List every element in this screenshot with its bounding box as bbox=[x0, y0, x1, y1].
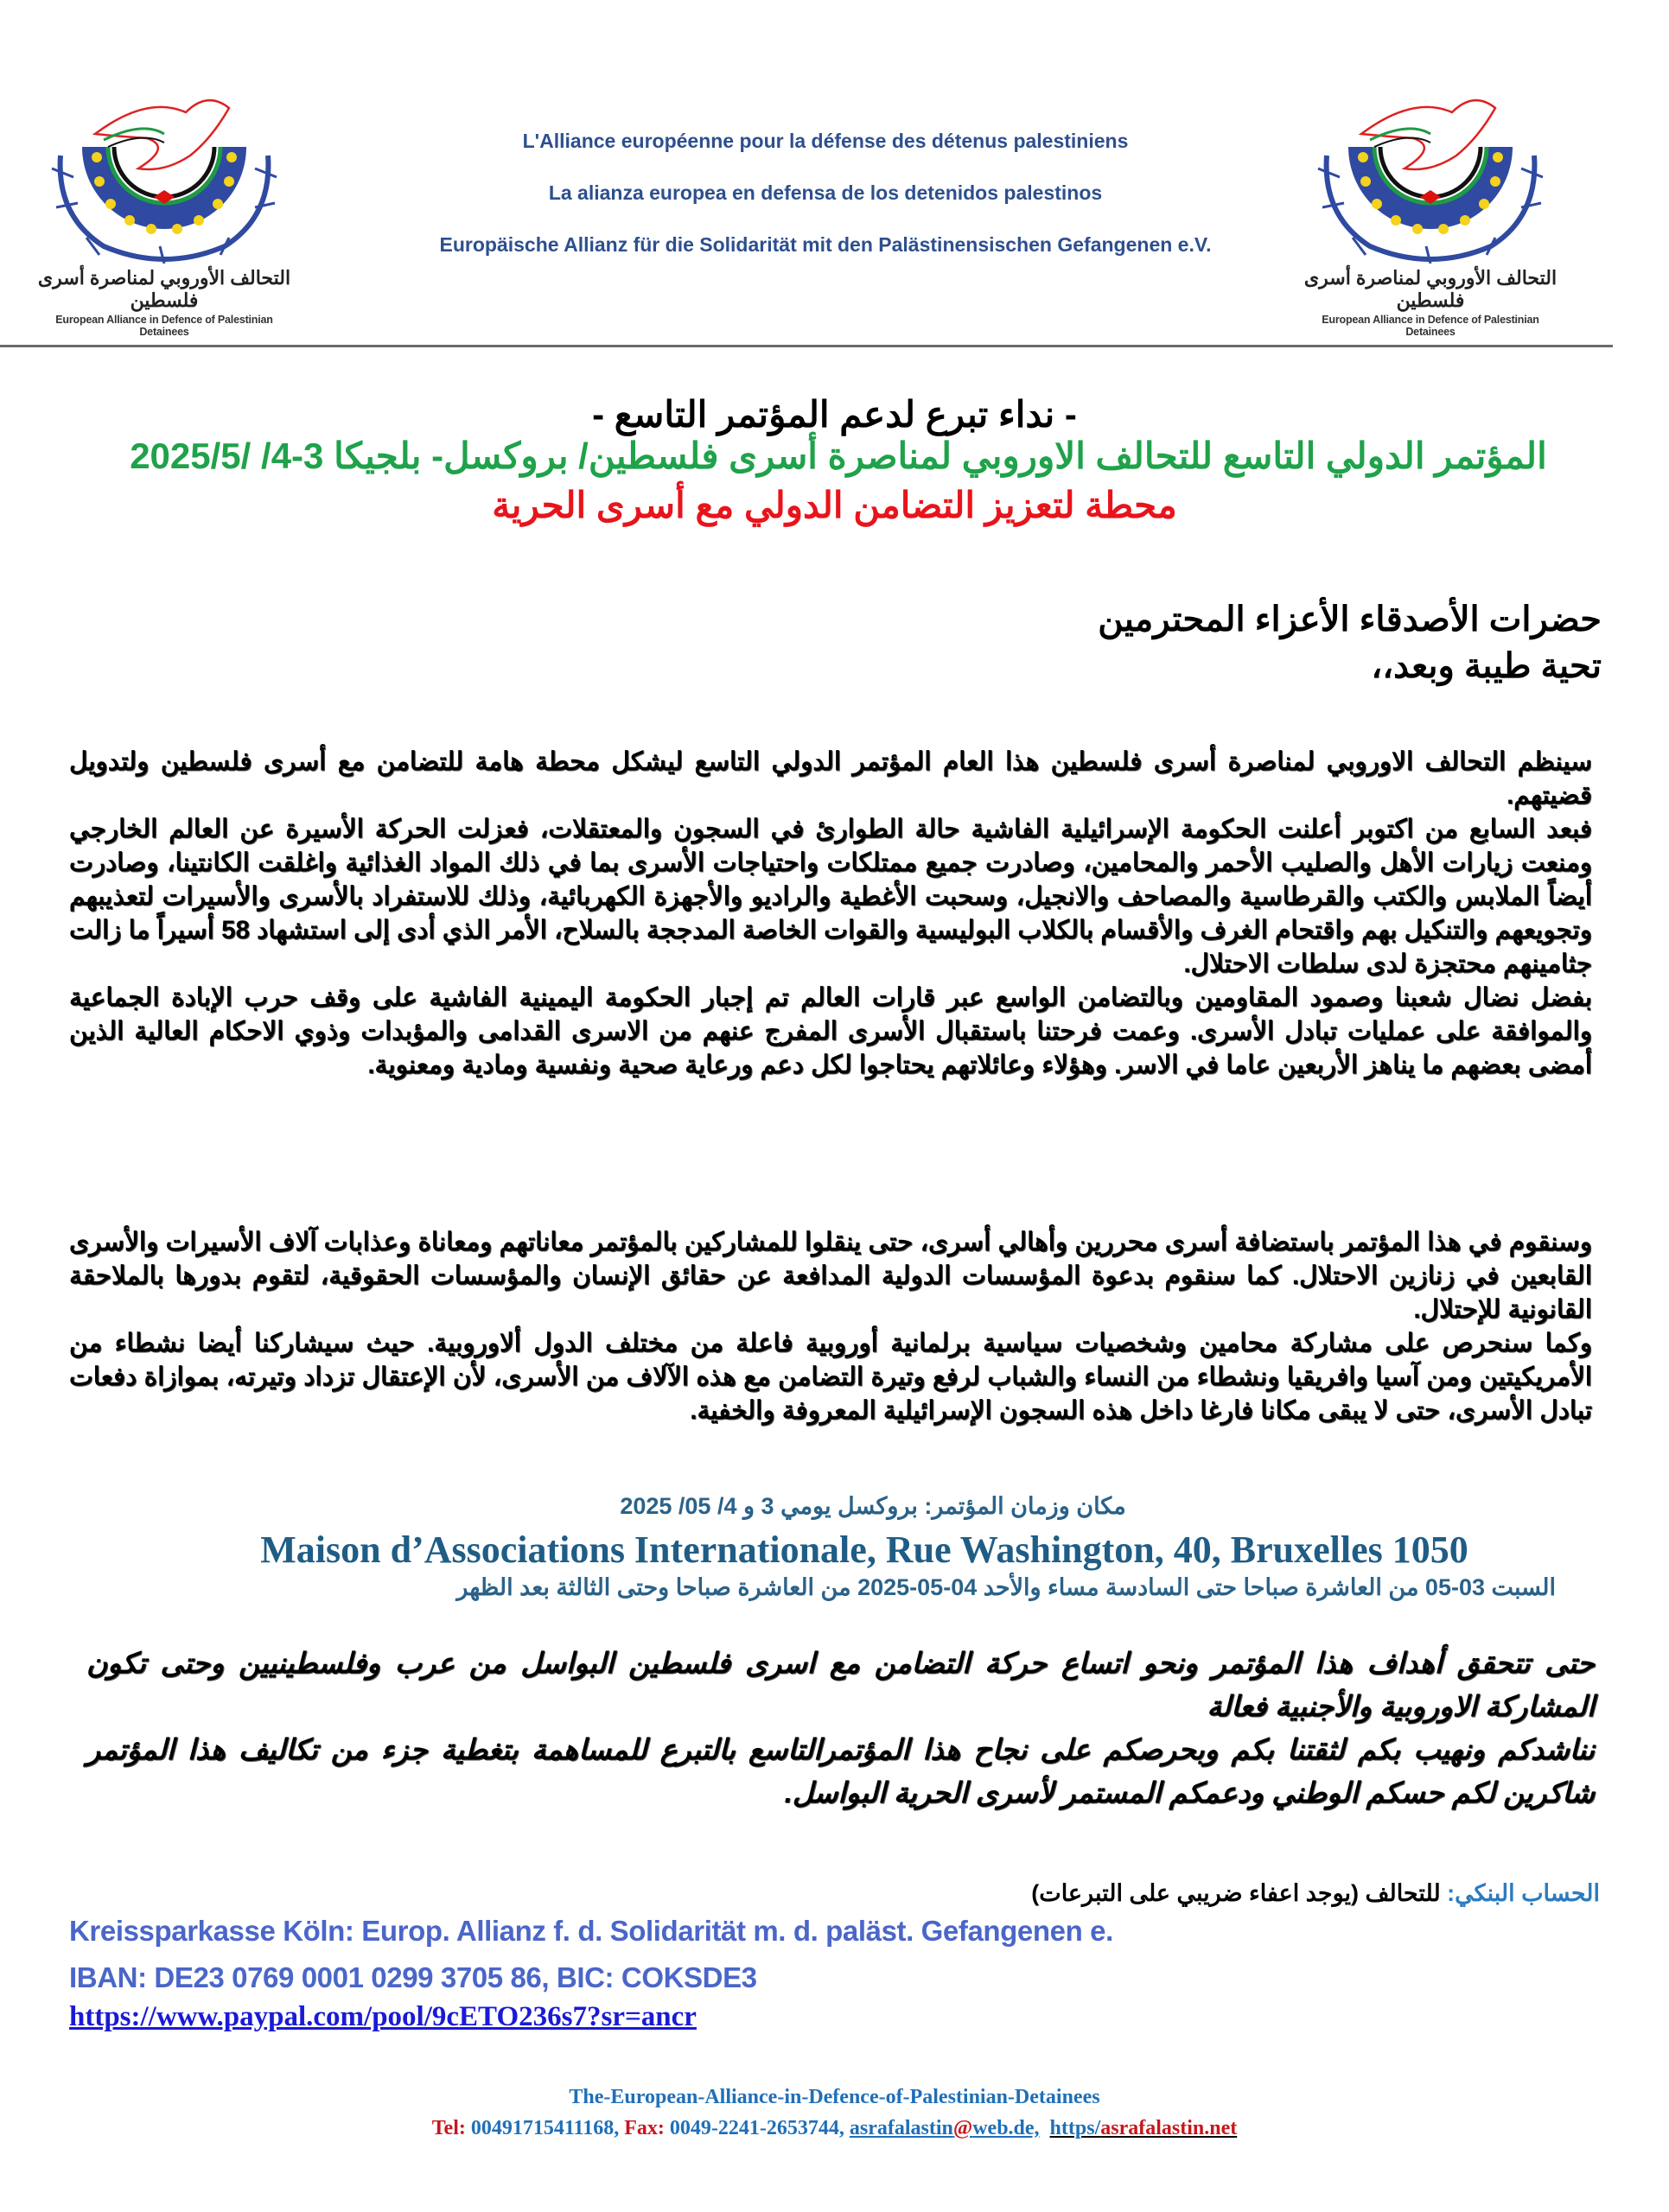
email-link[interactable] bbox=[850, 2117, 1040, 2139]
org-name-spanish: La alianza europea en defensa de los detenidos palestinos bbox=[548, 181, 1103, 204]
venue-address: Maison d’Associations Internationale, Rue Washington, 40, Bruxelles 1050 bbox=[260, 1529, 1468, 1571]
email-domain: web.de, bbox=[972, 2117, 1040, 2139]
website-prefix: https/ bbox=[1049, 2117, 1101, 2139]
paypal-donation-link[interactable]: https://www.paypal.com/pool/9cETO236s7?sr=ancr bbox=[69, 2001, 697, 2032]
logo-english-caption: European Alliance in Defence of Palestinian Detainees bbox=[55, 314, 273, 338]
website-domain: asrafalastin.net bbox=[1100, 2117, 1238, 2139]
salutation bbox=[910, 596, 1602, 690]
org-name-german: Europäische Allianz für die Solidarität mit den Palästinensischen Gefangenen e.V. bbox=[439, 233, 1212, 256]
bank-account-name: Kreissparkasse Köln: Europ. Allianz f. d. Solidarität m. d. paläst. Gefangenen e. bbox=[69, 1915, 1113, 1947]
body-paragraph: فبعد السابع من اكتوبر أعلنت الحكومة الإسرائيلية الفاشية حالة الطوارئ في السجون والمعتقلات، فعزلت الحركة الأسيرة عن العالم الخارجي ومنعت زيارات الأهل والصليب الأحمر والمحامين، وصادرت جميع ممتلكات واحتياجات الأسرى بما في ذلك المواد الغذائية واغلقت الكانتينا، وصادرت أيضاً الملابس والكتب والقرطاسية والمصاحف والانجيل، وسحبت الأغطية والراديو والأجهزة الكهربائية، وذلك للاستفراد بالأسرى والأسيرات لتعذيبهم وتجويعهم والتنكيل بهم واقتحام الغرف والأقسام بالكلاب البوليسية والقوات الخاصة المدججة بالسلاح، الأمر الذي أدى إلى استشهاد 58 أسيراً ما زالت جثامينهم محتجزة لدى سلطات الاحتلال. bbox=[69, 815, 1592, 978]
email-at: @ bbox=[952, 2117, 973, 2139]
appeal-paragraph: حتى تتحقق أهداف هذا المؤتمر ونحو اتساع حركة التضامن مع اسرى فلسطين البواسل من عرب وفلسطينيين وحتى تكون المشاركة الاوروبية والأجنبية فعالة bbox=[86, 1647, 1595, 1722]
footer-contact-line bbox=[0, 2117, 1669, 2140]
letter-body-part-1 bbox=[69, 745, 1592, 1082]
tel-value: 00491715411168, bbox=[465, 2117, 620, 2139]
dove-eu-stars-emblem-icon bbox=[1301, 86, 1560, 264]
venue-schedule: السبت 03-05 من العاشرة صباحا حتى السادسة مساء والأحد 04-05-2025 من العاشرة صباحا وحتى الثالثة بعد الظهر bbox=[456, 1574, 1556, 1600]
website-link[interactable] bbox=[1050, 2117, 1238, 2139]
dove-eu-stars-emblem-icon bbox=[35, 86, 294, 264]
org-name-french: L'Alliance européenne pour la défense des détenus palestiniens bbox=[522, 130, 1129, 152]
salutation-line: حضرات الأصدقاء الأعزاء المحترمين bbox=[1098, 601, 1602, 639]
venue-date-heading: مكان وزمان المؤتمر: بروكسل يومي 3 و 4/ 05/ 2025 bbox=[620, 1493, 1126, 1519]
greeting-line: تحية طيبة وبعد،، bbox=[1371, 647, 1602, 685]
body-paragraph: وكما سنحرص على مشاركة محامين وشخصيات سياسية برلمانية أوروبية فاعلة من مختلف الدول ألاوروبية. حيث سيشاركنا أيضا نشطاء من الأمريكيتين ومن آسيا وافريقيا ونشطاء من النساء والشباب لرفع وتيرة التضامن مع هذه الآلاف من الأسرى، لأن الإعتقال تزداد وتيرته، بموازاة دفعات تبادل الأسرى، حتى لا يبقى مكانا فارغا داخل هذه السجون الإسرائيلية المعروفة والخفية. bbox=[69, 1329, 1592, 1425]
conference-subtitle: محطة لتعزيز التضامن الدولي مع أسرى الحرية bbox=[492, 485, 1177, 525]
conference-title: المؤتمر الدولي التاسع للتحالف الاوروبي لمناصرة أسرى فلسطين/ بروكسل- بلجيكا 3-4/ /2025/5 bbox=[130, 435, 1547, 476]
bank-account-note: للتحالف (يوجد اعفاء ضريبي على التبرعات) bbox=[1031, 1880, 1448, 1906]
footer-organization-name: The-European-Alliance-in-Defence-of-Palestinian-Detainees bbox=[569, 2086, 1100, 2108]
logo-english-caption: European Alliance in Defence of Palestinian Detainees bbox=[1322, 314, 1539, 338]
body-paragraph: سينظم التحالف الاوروبي لمناصرة أسرى فلسطين هذا العام المؤتمر الدولي التاسع ليشكل محطة هامة للتضامن مع أسرى فلسطين ولتدويل قضيتهم. bbox=[69, 747, 1592, 810]
email-user: asrafalastin bbox=[849, 2117, 953, 2139]
fax-label: Fax: bbox=[619, 2117, 665, 2139]
header-divider bbox=[0, 345, 1613, 347]
logo-arabic-caption: التحالف الأوروبي لمناصرة أسرى فلسطين bbox=[1303, 267, 1558, 311]
letter-body-part-2 bbox=[69, 1225, 1592, 1427]
fax-value: 0049-2241-2653744, bbox=[664, 2117, 850, 2139]
organization-logo-right bbox=[1301, 86, 1560, 338]
organization-logo-left bbox=[35, 86, 294, 338]
tel-label: Tel: bbox=[431, 2117, 466, 2139]
bank-account-key: الحساب البنكي: bbox=[1447, 1880, 1600, 1906]
donation-appeal bbox=[86, 1642, 1595, 1815]
appeal-paragraph: نناشدكم ونهيب بكم لثقتنا بكم وبحرصكم على نجاح هذا المؤتمرالتاسع بالتبرع للمساهمة بتغطية جزء من تكاليف هذا المؤتمر شاكرين لكم حسكم الوطني ودعمكم المستمر لأسرى الحرية البواسل. bbox=[86, 1733, 1595, 1808]
logo-arabic-caption: التحالف الأوروبي لمناصرة أسرى فلسطين bbox=[37, 267, 291, 311]
donation-call-title: - نداء تبرع لدعم المؤتمر التاسع - bbox=[592, 394, 1077, 435]
body-paragraph: وسنقوم في هذا المؤتمر باستضافة أسرى محررين وأهالي أسرى، حتى ينقلوا للمشاركين بالمؤتمر معاناتهم ومعاناة وعذابات آلاف الأسيرات والأسرى القابعين في زنازين الاحتلال. كما سنقوم بدعوة المؤسسات الدولية المدافعة عن حقائق الإنسان والمؤسسات الحقوقية، لتقوم بدورها بالملاحقة القانونية للإحتلال. bbox=[69, 1228, 1592, 1324]
organization-names bbox=[328, 128, 1322, 283]
body-paragraph: بفضل نضال شعبنا وصمود المقاومين وبالتضامن الواسع عبر قارات العالم تم إجبار الحكومة اليمينية الفاشية على وقف حرب الإبادة الجماعية والموافقة على عمليات تبادل الأسرى. وعمت فرحتنا باستقبال الأسرى المفرج عنهم من الاسرى القدامى والمؤبدات وذوي الاحكام العالية الذين أمضى بعضهم ما يناهز الأربعين عاما في الاسر. وهؤلاء وعائلاتهم يحتاجوا لكل دعم ورعاية صحية ونفسية ومادية ومعنوية. bbox=[69, 983, 1592, 1079]
bank-account-label bbox=[1031, 1880, 1600, 1907]
bank-iban-bic: IBAN: DE23 0769 0001 0299 3705 86, BIC: COKSDE3 bbox=[69, 1961, 757, 1993]
